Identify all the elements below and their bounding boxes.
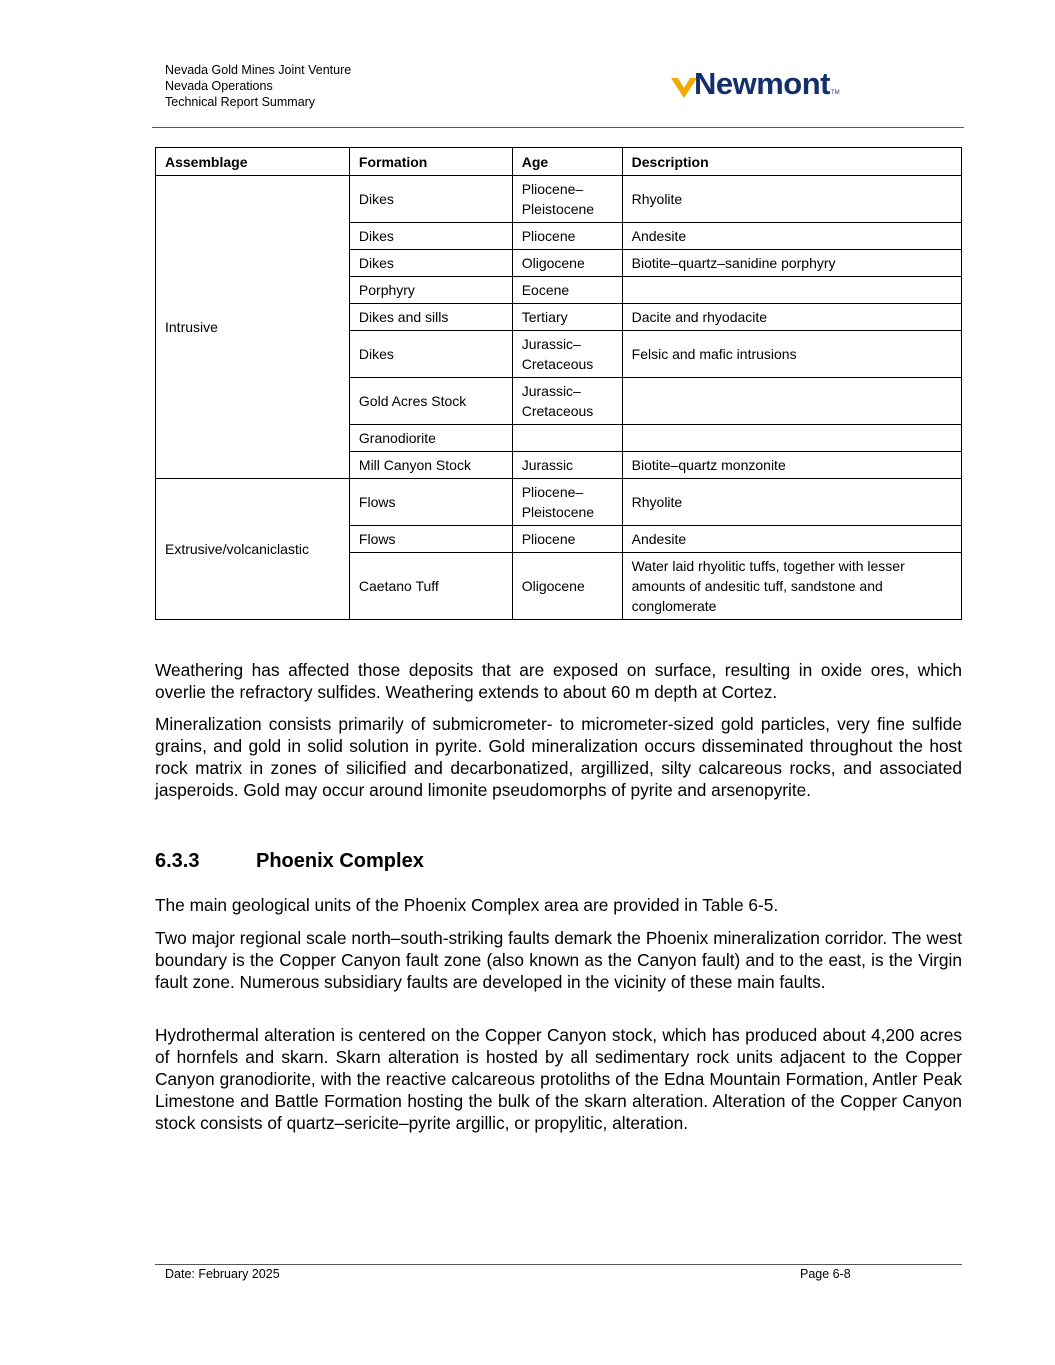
formation-cell: Porphyry xyxy=(349,277,512,304)
formation-cell: Mill Canyon Stock xyxy=(349,452,512,479)
formation-cell: Caetano Tuff xyxy=(349,553,512,620)
formation-cell: Gold Acres Stock xyxy=(349,378,512,425)
section-title: Phoenix Complex xyxy=(256,850,424,872)
mineralization-paragraph: Mineralization consists primarily of submicrometer- to micrometer-sized gold particles, very fine sulfide grains, and gold in solid solution in pyrite. Gold mineralization occurs disseminated throughout the host rock matrix in zones of silicified and decarbonatized, argillized, silty calcareous rocks, and associated jasperoids. Gold may occur around limonite pseudomorphs of pyrite and arsenopyrite. xyxy=(155,714,962,800)
description-cell: Andesite xyxy=(622,526,961,553)
assemblage-cell: Extrusive/volcaniclastic xyxy=(156,479,350,620)
table-row xyxy=(156,479,962,526)
age-cell: Pliocene xyxy=(512,223,622,250)
col-header-assemblage: Assemblage xyxy=(156,148,350,176)
footer-page-number: Page 6-8 xyxy=(800,1267,851,1281)
footer-date: Date: February 2025 xyxy=(165,1267,280,1281)
formation-cell: Dikes xyxy=(349,250,512,277)
formation-cell: Flows xyxy=(349,479,512,526)
age-cell xyxy=(512,425,622,452)
age-cell: Pliocene–Pleistocene xyxy=(512,479,622,526)
logo-trademark: TM xyxy=(831,90,840,96)
col-header-description: Description xyxy=(622,148,961,176)
assemblage-cell: Intrusive xyxy=(156,176,350,479)
logo-wordmark: Newmont xyxy=(694,66,830,101)
description-cell: Felsic and mafic intrusions xyxy=(622,331,961,378)
description-cell: Rhyolite xyxy=(622,479,961,526)
description-cell: Biotite–quartz–sanidine porphyry xyxy=(622,250,961,277)
formation-cell: Dikes xyxy=(349,223,512,250)
document-header xyxy=(165,62,351,110)
newmont-logo xyxy=(671,68,840,100)
formation-cell: Dikes xyxy=(349,176,512,223)
formation-cell: Dikes xyxy=(349,331,512,378)
age-cell: Jurassic–Cretaceous xyxy=(512,331,622,378)
geological-units-table xyxy=(155,147,962,620)
age-cell: Jurassic xyxy=(512,452,622,479)
age-cell: Oligocene xyxy=(512,250,622,277)
alteration-paragraph: Hydrothermal alteration is centered on the Copper Canyon stock, which has produced about 4,200 acres of hornfels and skarn. Skarn alteration is hosted by all sedimentary rock units adjacent to the Copper Canyon granodiorite, with the reactive calcareous protoliths of the Edna Mountain Formation, Antler Peak Limestone and Battle Formation hosting the bulk of the skarn alteration. Alteration of the Copper Canyon stock consists of quartz–sericite–pyrite argillic, or propylitic, alteration. xyxy=(155,1025,962,1133)
table-row xyxy=(156,176,962,223)
age-cell: Pliocene–Pleistocene xyxy=(512,176,622,223)
description-cell: Biotite–quartz monzonite xyxy=(622,452,961,479)
formation-cell: Granodiorite xyxy=(349,425,512,452)
description-cell xyxy=(622,277,961,304)
header-report-type: Technical Report Summary xyxy=(165,95,316,109)
formation-cell: Dikes and sills xyxy=(349,304,512,331)
formation-cell: Flows xyxy=(349,526,512,553)
age-cell: Eocene xyxy=(512,277,622,304)
description-cell: Andesite xyxy=(622,223,961,250)
age-cell: Pliocene xyxy=(512,526,622,553)
description-cell: Rhyolite xyxy=(622,176,961,223)
section-number: 6.3.3 xyxy=(155,850,200,872)
age-cell: Oligocene xyxy=(512,553,622,620)
header-company: Nevada Gold Mines Joint Venture xyxy=(165,63,352,77)
header-divider xyxy=(152,127,964,128)
section-heading xyxy=(155,849,424,873)
description-cell xyxy=(622,378,961,425)
weathering-paragraph: Weathering has affected those deposits that are exposed on surface, resulting in oxide ores, which overlie the refractory sulfides. Weathering extends to about 60 m depth at Cortez. xyxy=(155,660,962,702)
description-cell: Dacite and rhyodacite xyxy=(622,304,961,331)
description-cell: Water laid rhyolitic tuffs, together with lesser amounts of andesitic tuff, sandstone and conglomerate xyxy=(622,553,961,620)
col-header-formation: Formation xyxy=(349,148,512,176)
description-cell xyxy=(622,425,961,452)
footer-divider xyxy=(155,1264,962,1265)
age-cell: Tertiary xyxy=(512,304,622,331)
faults-paragraph: Two major regional scale north–south-striking faults demark the Phoenix mineralization corridor. The west boundary is the Copper Canyon fault zone (also known as the Canyon fault) and to the east, is the Virgin fault zone. Numerous subsidiary faults are developed in the vicinity of these main faults. xyxy=(155,928,962,992)
col-header-age: Age xyxy=(512,148,622,176)
header-operations: Nevada Operations xyxy=(165,79,273,93)
table-header-row xyxy=(156,148,962,176)
age-cell: Jurassic–Cretaceous xyxy=(512,378,622,425)
units-intro-paragraph: The main geological units of the Phoenix Complex area are provided in Table 6-5. xyxy=(155,895,779,915)
